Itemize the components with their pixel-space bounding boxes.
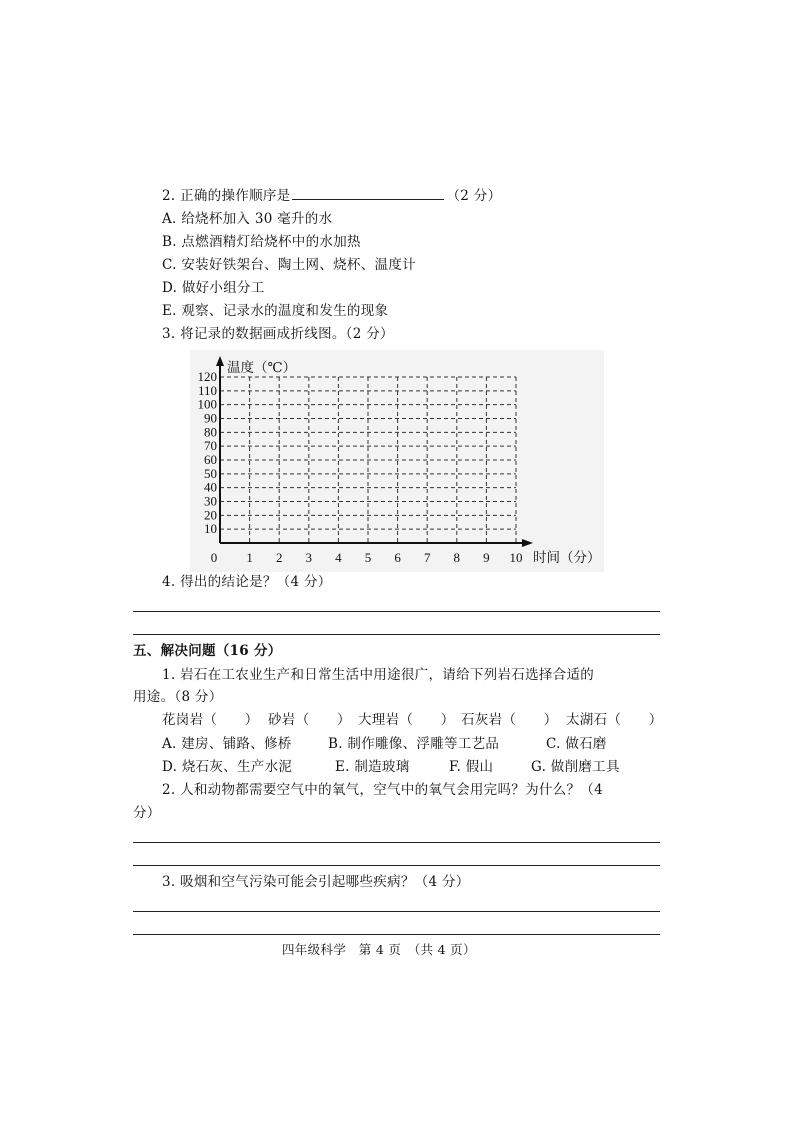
use-option: C. 做石磨 xyxy=(546,736,607,752)
x-tick-label: 9 xyxy=(483,550,490,565)
option-e: E. 观察、记录水的温度和发生的现象 xyxy=(162,303,389,319)
answer-line[interactable] xyxy=(133,934,660,935)
chart-svg xyxy=(190,350,604,572)
question-2-score: （2 分） xyxy=(446,188,502,204)
rock-item: 花岗岩（ ） xyxy=(162,712,259,728)
rock-item: 太湖石（ ） xyxy=(566,712,663,728)
answer-line[interactable] xyxy=(133,865,660,866)
answer-line[interactable] xyxy=(133,842,660,843)
y-axis-arrow xyxy=(216,356,224,366)
rock-item: 石灰岩（ ） xyxy=(461,712,558,728)
x-axis-label: 时间（分） xyxy=(533,550,601,566)
y-tick-label: 100 xyxy=(197,396,217,412)
y-axis-label: 温度（℃） xyxy=(227,360,297,376)
x-tick-label: 2 xyxy=(275,550,283,565)
question-5-2-line2: 分） xyxy=(133,805,161,821)
question-5-2-line1: 2. 人和动物都需要空气中的氧气，空气中的氧气会用完吗？为什么？（4 xyxy=(162,782,603,798)
x-tick-label: 5 xyxy=(364,550,372,565)
option-a: A. 给烧杯加入 30 毫升的水 xyxy=(162,211,333,227)
question-4: 4. 得出的结论是？（4 分） xyxy=(162,574,332,590)
question-2 xyxy=(162,187,501,205)
question-3: 3. 将记录的数据画成折线图。（2 分） xyxy=(162,326,394,342)
option-b: B. 点燃酒精灯给烧杯中的水加热 xyxy=(162,234,361,250)
use-option: B. 制作雕像、浮雕等工艺品 xyxy=(328,736,500,752)
question-5-3: 3. 吸烟和空气污染可能会引起哪些疾病？（4 分） xyxy=(162,874,470,890)
x-tick-label: 0 xyxy=(210,550,218,565)
y-tick-label: 90 xyxy=(204,410,217,426)
line-chart-grid xyxy=(190,350,604,572)
answer-blank[interactable] xyxy=(292,187,444,200)
use-option: G. 做削磨工具 xyxy=(531,759,620,775)
y-tick-label: 60 xyxy=(204,452,217,467)
section-heading: 五、解决问题（16 分） xyxy=(133,643,282,659)
x-tick-label: 3 xyxy=(305,550,313,565)
y-tick-label: 50 xyxy=(204,465,217,481)
y-tick-label: 40 xyxy=(204,479,217,495)
x-tick-label: 4 xyxy=(335,550,342,565)
x-tick-label: 6 xyxy=(394,550,401,565)
use-option: D. 烧石灰、生产水泥 xyxy=(162,759,293,775)
y-tick-label: 20 xyxy=(204,507,217,523)
answer-line[interactable] xyxy=(133,911,660,912)
use-option: F. 假山 xyxy=(449,759,494,775)
answer-line[interactable] xyxy=(133,634,660,635)
use-option: A. 建房、铺路、修桥 xyxy=(162,736,292,752)
x-tick-label: 8 xyxy=(453,550,461,565)
y-tick-label: 80 xyxy=(204,424,217,440)
x-tick-label: 7 xyxy=(423,550,431,565)
y-tick-label: 110 xyxy=(197,382,217,398)
option-d: D. 做好小组分工 xyxy=(162,280,265,296)
rock-item: 砂岩（ ） xyxy=(268,712,351,728)
y-tick-label: 120 xyxy=(197,369,217,384)
answer-line[interactable] xyxy=(133,611,660,612)
question-2-text: 2. 正确的操作顺序是 xyxy=(162,188,291,204)
y-tick-label: 10 xyxy=(204,521,217,537)
use-option: E. 制造玻璃 xyxy=(335,759,410,775)
option-c: C. 安装好铁架台、陶土网、烧杯、温度计 xyxy=(162,257,416,273)
page-footer: 四年级科学 第 4 页 （共 4 页） xyxy=(282,942,476,957)
x-tick-label: 10 xyxy=(509,550,523,565)
x-axis-arrow xyxy=(522,539,533,547)
y-tick-label: 30 xyxy=(204,493,217,509)
question-5-1-line2: 用途。（8 分） xyxy=(133,689,223,705)
rock-item: 大理岩（ ） xyxy=(358,712,455,728)
x-tick-label: 1 xyxy=(246,550,253,565)
y-tick-label: 70 xyxy=(204,438,217,454)
question-5-1-line1: 1. 岩石在工农业生产和日常生活中用途很广，请给下列岩石选择合适的 xyxy=(162,667,595,683)
